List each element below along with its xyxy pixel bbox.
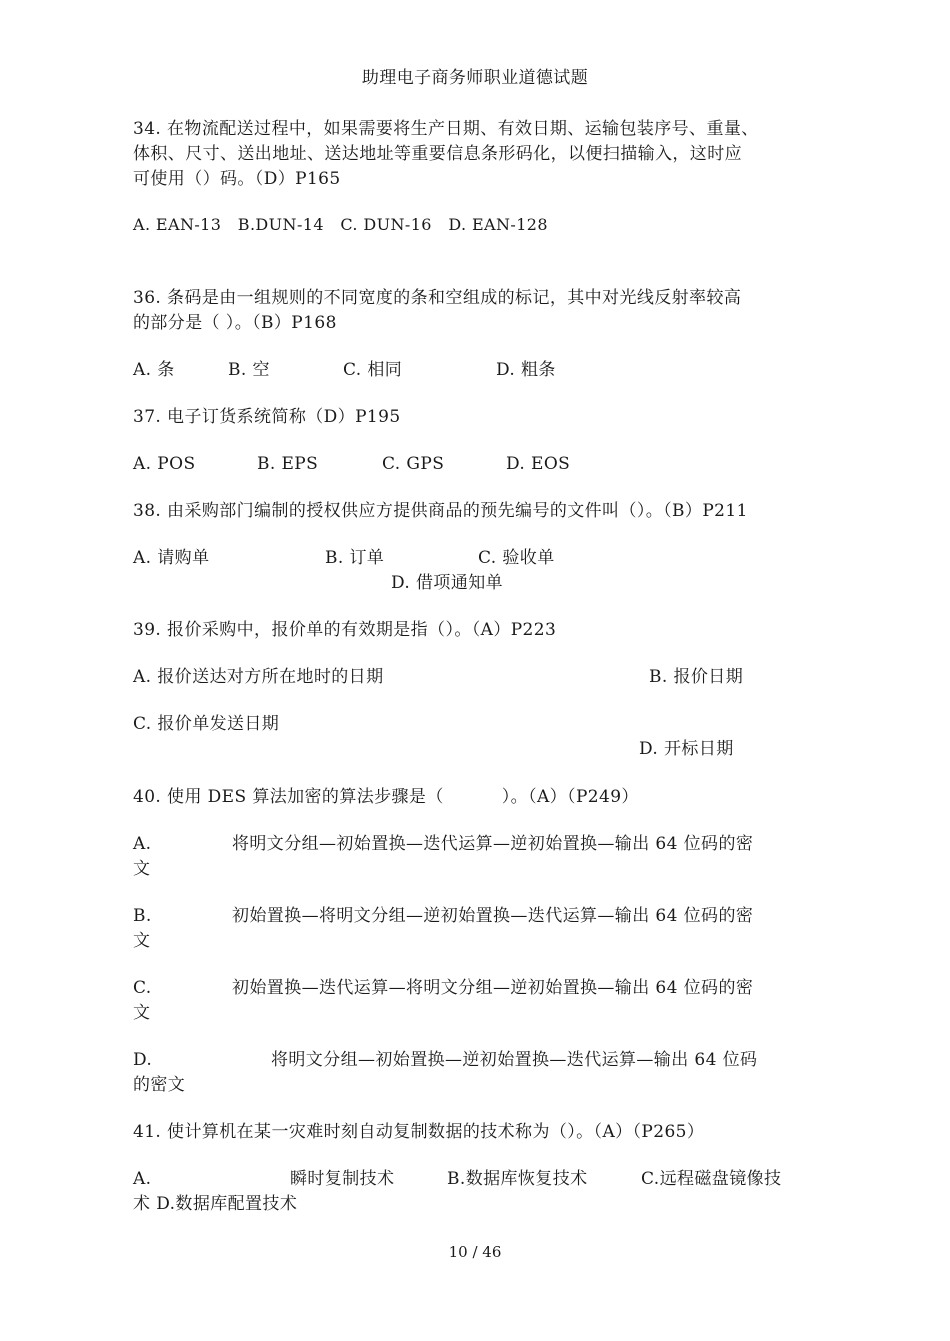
q40-line1: 40. 使用 DES 算法加密的算法步骤是（ ）。（A）（P249） xyxy=(133,787,639,807)
q37-option-d: D. EOS xyxy=(506,454,571,474)
q37-option-a: A. POS xyxy=(133,454,196,474)
q36-option-b: B. 空 xyxy=(228,360,270,380)
q39-option-c: C. 报价单发送日期 xyxy=(133,714,280,734)
q38-option-c: C. 验收单 xyxy=(478,548,555,568)
q37-option-b: B. EPS xyxy=(257,454,319,474)
q40-option-c-tail: 文 xyxy=(133,1003,151,1023)
q36-option-c: C. 相同 xyxy=(343,360,403,380)
q39-option-b: B. 报价日期 xyxy=(649,667,744,687)
q41-option-a-text: 瞬时复制技术 xyxy=(290,1169,395,1189)
q36-line2: 的部分是（ ）。（B）P168 xyxy=(133,313,337,333)
q37-option-c: C. GPS xyxy=(382,454,445,474)
page-number: 10 / 46 xyxy=(448,1243,502,1261)
q40-option-a-text: 将明文分组—初始置换—迭代运算—逆初始置换—输出 64 位码的密 xyxy=(232,834,754,854)
q38-option-b: B. 订单 xyxy=(325,548,385,568)
q36-option-a: A. 条 xyxy=(133,360,175,380)
q36-line1: 36. 条码是由一组规则的不同宽度的条和空组成的标记，其中对光线反射率较高 xyxy=(133,288,742,308)
q39-line1: 39. 报价采购中，报价单的有效期是指（）。（A）P223 xyxy=(133,620,557,640)
q40-option-c-text: 初始置换—迭代运算—将明文分组—逆初始置换—输出 64 位码的密 xyxy=(232,978,754,998)
q40-option-b-tail: 文 xyxy=(133,931,151,951)
q40-option-d-tail: 的密文 xyxy=(133,1075,186,1095)
q40-option-c-label: C. xyxy=(133,978,152,998)
q34-line2: 体积、尺寸、送出地址、送达地址等重要信息条形码化，以便扫描输入，这时应 xyxy=(133,144,742,164)
q40-option-d-text: 将明文分组—初始置换—逆初始置换—迭代运算—输出 64 位码 xyxy=(271,1050,758,1070)
q40-option-a-tail: 文 xyxy=(133,859,151,879)
q41-option-d-line: 术 D.数据库配置技术 xyxy=(133,1194,298,1214)
q40-option-b-text: 初始置换—将明文分组—逆初始置换—迭代运算—输出 64 位码的密 xyxy=(232,906,754,926)
q41-option-b: B.数据库恢复技术 xyxy=(447,1169,588,1189)
q38-option-a: A. 请购单 xyxy=(133,548,210,568)
q34-line1: 34. 在物流配送过程中，如果需要将生产日期、有效日期、运输包装序号、重量、 xyxy=(133,119,759,139)
q39-option-d: D. 开标日期 xyxy=(639,739,734,759)
q40-option-b-label: B. xyxy=(133,906,152,926)
q39-option-a: A. 报价送达对方所在地时的日期 xyxy=(133,667,384,687)
q36-option-d: D. 粗条 xyxy=(496,360,556,380)
q34-line3: 可使用（）码。（D）P165 xyxy=(133,169,341,189)
q40-option-d-label: D. xyxy=(133,1050,153,1070)
q37-line1: 37. 电子订货系统简称（D）P195 xyxy=(133,407,401,427)
q41-option-a-label: A. xyxy=(133,1169,152,1189)
q40-option-a-label: A. xyxy=(133,834,152,854)
q41-option-c: C.远程磁盘镜像技 xyxy=(641,1169,782,1189)
q41-line1: 41. 使计算机在某一灾难时刻自动复制数据的技术称为（）。（A）（P265） xyxy=(133,1122,705,1142)
q38-line1: 38. 由采购部门编制的授权供应方提供商品的预先编号的文件叫（）。（B）P211 xyxy=(133,501,748,521)
q34-options: A. EAN-13 B.DUN-14 C. DUN-16 D. EAN-128 xyxy=(133,215,548,234)
page-header-title: 助理电子商务师职业道德试题 xyxy=(361,68,589,88)
q38-option-d: D. 借项通知单 xyxy=(391,573,504,593)
